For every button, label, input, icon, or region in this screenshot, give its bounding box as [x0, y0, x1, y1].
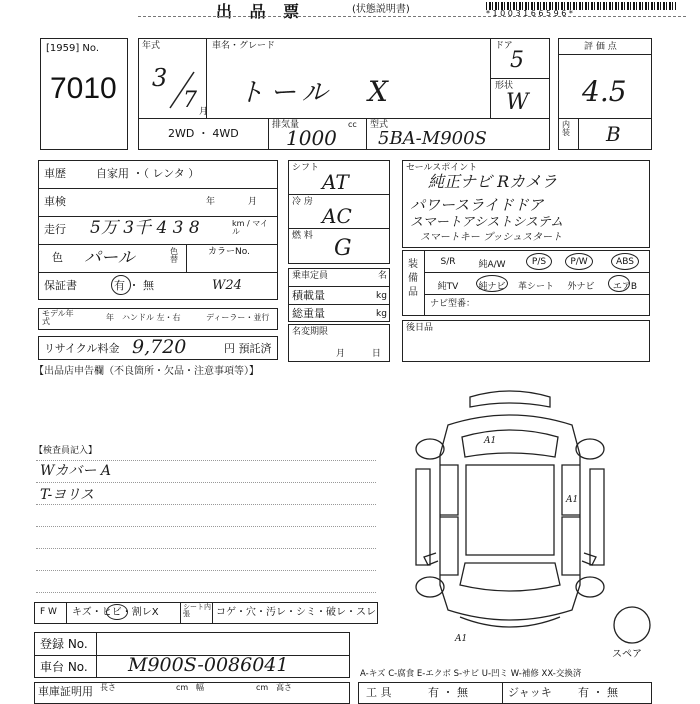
- recycle-unit: 円 預託済: [224, 342, 272, 355]
- divider: [288, 194, 390, 195]
- color-no-label: カラーNo.: [208, 247, 250, 257]
- cert-height: 高さ: [276, 683, 292, 692]
- divider: [558, 118, 652, 119]
- fuel-value: G: [334, 236, 352, 261]
- barcode-number: * 1 0 0 3 1 6 6 5 9 6 *: [486, 9, 573, 18]
- year-value: 3: [152, 64, 168, 92]
- divider: [558, 54, 652, 55]
- note-line: [36, 548, 376, 549]
- cert-unit: cm: [176, 683, 189, 692]
- damage-mark-front: A1: [455, 634, 468, 644]
- load-unit: kg: [376, 291, 387, 301]
- warranty-circle-mark: [111, 275, 131, 295]
- selling-point-2: パワースライドドア: [410, 196, 544, 214]
- divider: [490, 78, 550, 79]
- car-diagram: [400, 385, 640, 645]
- model-year-label: モデル年式: [42, 309, 74, 326]
- note-line: [36, 460, 376, 461]
- weight-unit: kg: [376, 309, 387, 319]
- reg-deadline-unit: 月 日: [336, 349, 381, 359]
- divider: [38, 272, 278, 273]
- inspector-label: 【検査員記入】: [34, 446, 98, 456]
- tools-label: 工 具: [366, 686, 392, 699]
- selling-point-1: 純正ナビ Rカメラ: [428, 172, 558, 191]
- divider: [502, 682, 503, 704]
- equip-airbag-circle: [608, 275, 630, 292]
- equip-abs-circle: [611, 253, 639, 270]
- divider: [288, 228, 390, 229]
- selling-points-label: セールスポイント: [406, 163, 478, 173]
- aftermarket-label: 後日品: [406, 323, 434, 333]
- divider: [366, 118, 367, 150]
- inspector-note-1: Wカバー A: [40, 463, 111, 479]
- form-title: 出 品 票: [216, 2, 306, 21]
- note-line: [36, 482, 376, 483]
- equip-airbag: エアB: [612, 282, 638, 292]
- jack-label: ジャッキ: [508, 686, 552, 699]
- equip-abs: ABS: [616, 257, 634, 267]
- model-value: 5BA-M900S: [378, 128, 487, 149]
- model-year-unit: 年: [106, 313, 114, 322]
- car-name-label: 車名・グレード: [212, 41, 276, 51]
- divider: [424, 294, 650, 295]
- seller-notes-label: 【出品店申告欄（不良箇所・欠品・注意事項等）】: [34, 366, 259, 377]
- history-label: 車歴: [44, 167, 66, 180]
- cert-label: 車庫証明用: [38, 685, 93, 698]
- equip-ps-circle: [526, 253, 552, 270]
- month-value: 7: [183, 88, 197, 113]
- inspector-note-2: T-ヨリス: [40, 487, 94, 503]
- weight-label: 総重量: [292, 307, 325, 320]
- displacement-label: 排気量: [272, 120, 300, 130]
- equip-sr: S/R: [440, 257, 456, 267]
- equip-leather: 革シート: [517, 282, 554, 292]
- note-line: [36, 592, 376, 593]
- fw-items: キズ・ヒビ・割レX: [72, 607, 159, 618]
- displacement-value: 1000: [286, 126, 337, 150]
- divider: [268, 118, 269, 150]
- form-subtitle: (状態説明書): [352, 4, 410, 15]
- color-value: パール: [84, 248, 135, 268]
- note-line: [36, 570, 376, 571]
- equip-navi: 純ナビ: [478, 282, 506, 292]
- damage-mark-side: A1: [566, 495, 579, 505]
- fw-crack-circle: [106, 604, 128, 620]
- divider: [38, 188, 278, 189]
- divider: [186, 244, 187, 272]
- divider: [288, 304, 390, 305]
- grade-value: 4.5: [582, 75, 627, 108]
- seat-items: コゲ・穴・汚レ・シミ・破レ・スレ: [216, 607, 376, 618]
- divider: [38, 244, 278, 245]
- equip-pw-circle: [565, 253, 593, 270]
- equip-pw: P/W: [570, 257, 588, 267]
- color-no-value: W24: [212, 278, 242, 293]
- cert-width: 幅: [196, 683, 204, 692]
- note-line: [36, 526, 376, 527]
- fuel-label: 燃 料: [292, 231, 313, 241]
- divider: [424, 250, 425, 316]
- mileage-value: 5万 3千 4 3 8: [90, 218, 200, 238]
- cert-length: 長さ: [100, 683, 116, 692]
- recycle-label: リサイクル料金: [44, 342, 120, 355]
- shift-label: シフト: [292, 163, 320, 173]
- spare-label: スペア: [612, 649, 642, 660]
- divider: [96, 632, 97, 678]
- cert-unit: cm: [256, 683, 269, 692]
- selling-point-4: スマートキー プッシュスタート: [420, 232, 563, 243]
- chassis-label: 車台 No.: [40, 660, 88, 674]
- divider: [288, 286, 390, 287]
- shape-label: 形状: [495, 81, 514, 91]
- equip-navi-circle: [476, 275, 508, 292]
- shape-value: W: [506, 90, 529, 115]
- month-unit: 月: [199, 107, 209, 117]
- displacement-unit: cc: [348, 120, 357, 129]
- recycle-value: 9,720: [132, 336, 187, 358]
- load-label: 積載量: [292, 289, 325, 302]
- jack-options: 有 ・ 無: [578, 686, 618, 699]
- equip-alloy-wheel: 純A/W: [478, 260, 506, 270]
- equipment-label: 装備品: [408, 259, 418, 298]
- equip-tv: 純TV: [437, 282, 459, 292]
- divider: [38, 216, 278, 217]
- shift-value: AT: [322, 170, 349, 194]
- divider: [578, 118, 579, 150]
- lot-label: [1959] No.: [46, 43, 100, 54]
- aircon-label: 冷 房: [292, 197, 313, 207]
- divider: [424, 272, 650, 273]
- note-line: [36, 504, 376, 505]
- interior-value: B: [606, 122, 621, 146]
- grade-label: 評 価 点: [584, 42, 617, 52]
- mileage-label: 走行: [44, 223, 66, 236]
- capacity-unit: 名: [378, 271, 388, 281]
- navi-model-label: ナビ型番：: [430, 299, 476, 309]
- damage-legend: A-キズ C-腐食 E-エクボ S-サビ U-凹ミ W-補修 XX-交換済: [360, 669, 582, 679]
- warranty-options: 有 ・ 無: [114, 279, 154, 292]
- inspection-year: 年: [206, 197, 216, 207]
- door-label: ドア: [495, 41, 513, 51]
- year-label: 年式: [142, 41, 161, 51]
- registration-label: 登録 No.: [40, 637, 88, 651]
- inspection-label: 車検: [44, 195, 66, 208]
- dealer-options: ディーラー・並行: [206, 313, 270, 322]
- seat-label: シート内張: [183, 603, 211, 618]
- car-grade: X: [368, 75, 388, 108]
- selling-point-3: スマートアシストシステム: [410, 215, 564, 230]
- divider: [180, 602, 181, 624]
- drive-options: 2WD ・ 4WD: [168, 127, 239, 140]
- color-label: 色: [52, 251, 63, 264]
- equip-ext-navi: 外ナビ: [567, 282, 595, 292]
- warranty-label: 保証書: [44, 279, 77, 292]
- mileage-unit: km / マイル: [232, 219, 269, 236]
- reg-deadline-label: 名変期限: [292, 327, 329, 337]
- color-change-label: 色替: [170, 247, 178, 264]
- handle-options: ハンドル 左・右: [122, 313, 181, 322]
- model-label: 型式: [370, 120, 389, 130]
- aircon-value: AC: [322, 204, 352, 228]
- damage-mark-rear: A1: [484, 436, 497, 446]
- aftermarket-box: [402, 320, 650, 362]
- door-value: 5: [510, 48, 524, 73]
- inspection-month: 月: [248, 197, 258, 207]
- equip-ps: P/S: [531, 257, 547, 267]
- divider: [206, 38, 207, 118]
- fw-label: F W: [40, 607, 57, 617]
- interior-label: 内装: [562, 120, 570, 137]
- history-options: 自家用 ・（ レンタ ）: [96, 167, 200, 180]
- capacity-label: 乗車定員: [292, 271, 329, 281]
- divider: [212, 602, 213, 624]
- chassis-value: M900S-0086041: [128, 654, 289, 676]
- car-name: トール: [238, 78, 334, 108]
- divider: [66, 602, 67, 624]
- divider: [138, 118, 550, 119]
- lot-number: 7010: [50, 72, 117, 105]
- header-divider: [138, 16, 686, 17]
- tools-options: 有 ・ 無: [428, 686, 468, 699]
